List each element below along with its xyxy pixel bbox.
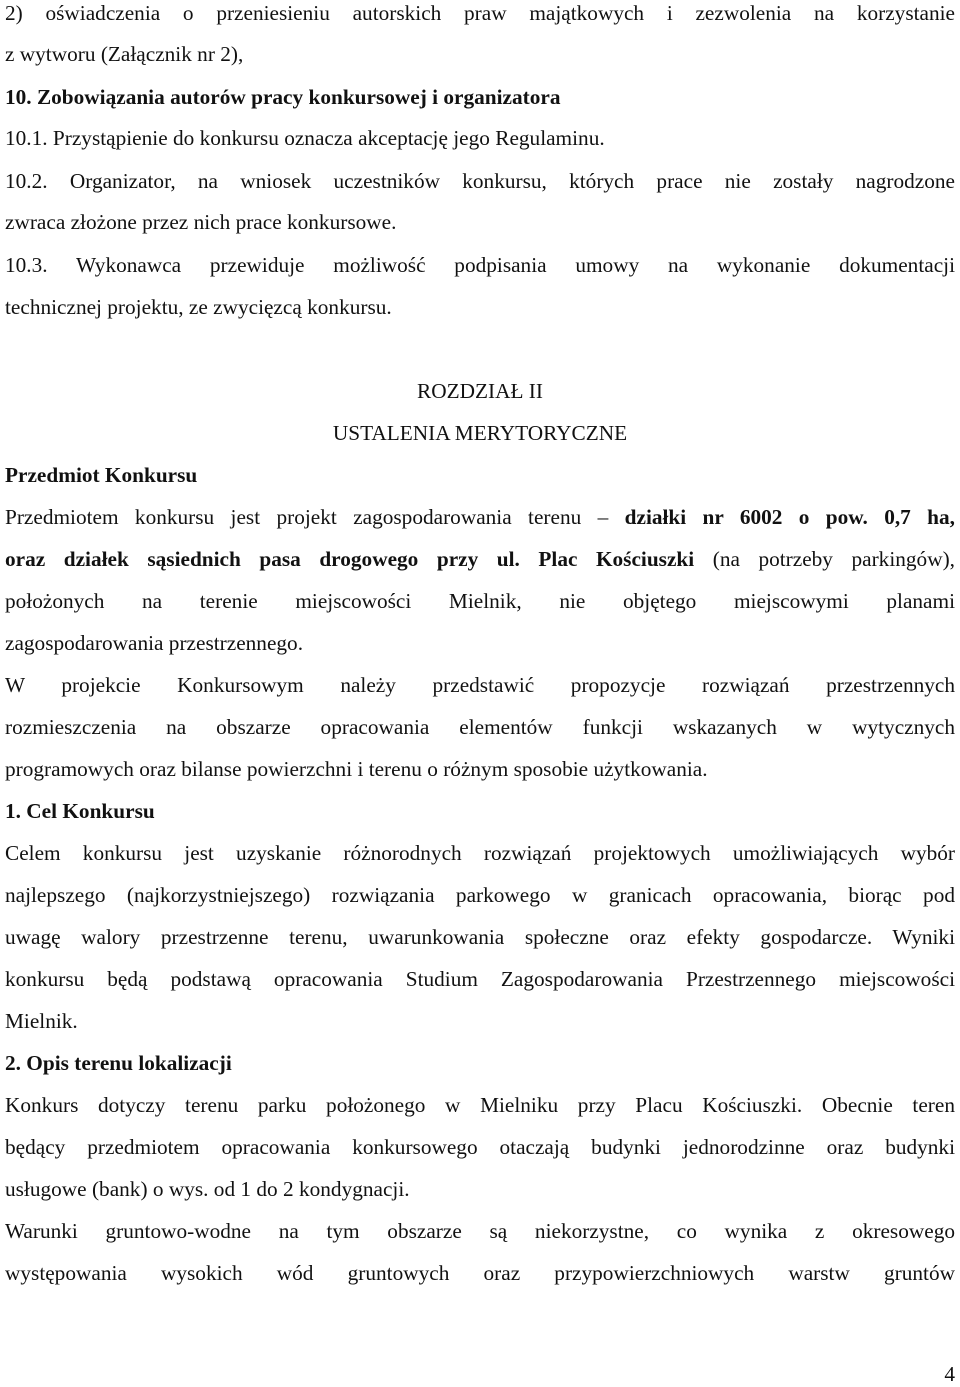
chapter-title: USTALENIA MERYTORYCZNE <box>332 421 628 445</box>
text-line: technicznej projektu, ze zwycięzcą konkursu. <box>5 295 392 319</box>
section-heading: 10. Zobowiązania autorów pracy konkursowej i organizatora <box>5 85 561 109</box>
text-line: położonych na terenie miejscowości Mielnik, nie objętego miejscowymi planami <box>5 589 955 613</box>
text-line: konkursu będą podstawą opracowania Studium Zagospodarowania Przestrzennego miejscowości <box>5 967 955 991</box>
section-heading: Przedmiot Konkursu <box>5 463 198 487</box>
text-line: programowych oraz bilanse powierzchni i terenu o różnym sposobie użytkowania. <box>5 757 708 781</box>
section-heading: 2. Opis terenu lokalizacji <box>5 1051 232 1075</box>
text-line: Mielnik. <box>5 1009 78 1033</box>
text-line: 10.3. Wykonawca przewiduje możliwość podpisania umowy na wykonanie dokumentacji <box>5 253 955 277</box>
text-line: zagospodarowania przestrzennego. <box>5 631 304 655</box>
text-line: rozmieszczenia na obszarze opracowania elementów funkcji wskazanych w wytycznych <box>5 715 955 739</box>
text-line: z wytworu (Załącznik nr 2), <box>5 42 244 66</box>
text-line: będący przedmiotem opracowania konkursowego otaczają budynki jednorodzinne oraz budynki <box>5 1135 955 1159</box>
section-heading: 1. Cel Konkursu <box>5 799 155 823</box>
text-line: Warunki gruntowo-wodne na tym obszarze są niekorzystne, co wynika z okresowego <box>5 1219 955 1243</box>
text-line: 10.2. Organizator, na wniosek uczestników konkursu, których prace nie zostały nagrodzone <box>5 169 955 193</box>
text-line: Celem konkursu jest uzyskanie różnorodnych rozwiązań projektowych umożliwiających wybór <box>5 841 955 865</box>
text-run-bold: oraz działek sąsiednich pasa drogowego przy ul. Plac Kościuszki <box>5 547 695 571</box>
text-line: uwagę walory przestrzenne terenu, uwarunkowania społeczne oraz efekty gospodarcze. Wyniki <box>5 925 955 949</box>
text-line <box>5 504 955 530</box>
text-run-bold: działki nr 6002 o pow. 0,7 ha, <box>624 505 955 529</box>
text-line: zwraca złożone przez nich prace konkursowe. <box>5 210 397 234</box>
text-line: Konkurs dotyczy terenu parku położonego w Mielniku przy Placu Kościuszki. Obecnie teren <box>5 1093 955 1117</box>
text-line <box>5 546 955 572</box>
text-line: 10.1. Przystąpienie do konkursu oznacza akceptację jego Regulaminu. <box>5 126 605 150</box>
page-number: 4 <box>944 1362 955 1386</box>
text-line: najlepszego (najkorzystniejszego) rozwiązania parkowego w granicach opracowania, biorąc pod <box>5 883 955 907</box>
text-line: usługowe (bank) o wys. od 1 do 2 kondygnacji. <box>5 1177 410 1201</box>
chapter-number: ROZDZIAŁ II <box>417 379 543 403</box>
text-run: Przedmiotem konkursu jest projekt zagospodarowania terenu – <box>5 505 625 529</box>
text-line: W projekcie Konkursowym należy przedstawić propozycje rozwiązań przestrzennych <box>5 673 955 697</box>
text-run: (na potrzeby parkingów), <box>694 547 955 571</box>
text-line: 2) oświadczenia o przeniesieniu autorskich praw majątkowych i zezwolenia na korzystanie <box>5 1 955 25</box>
text-line: występowania wysokich wód gruntowych oraz przypowierzchniowych warstw gruntów <box>5 1261 955 1285</box>
